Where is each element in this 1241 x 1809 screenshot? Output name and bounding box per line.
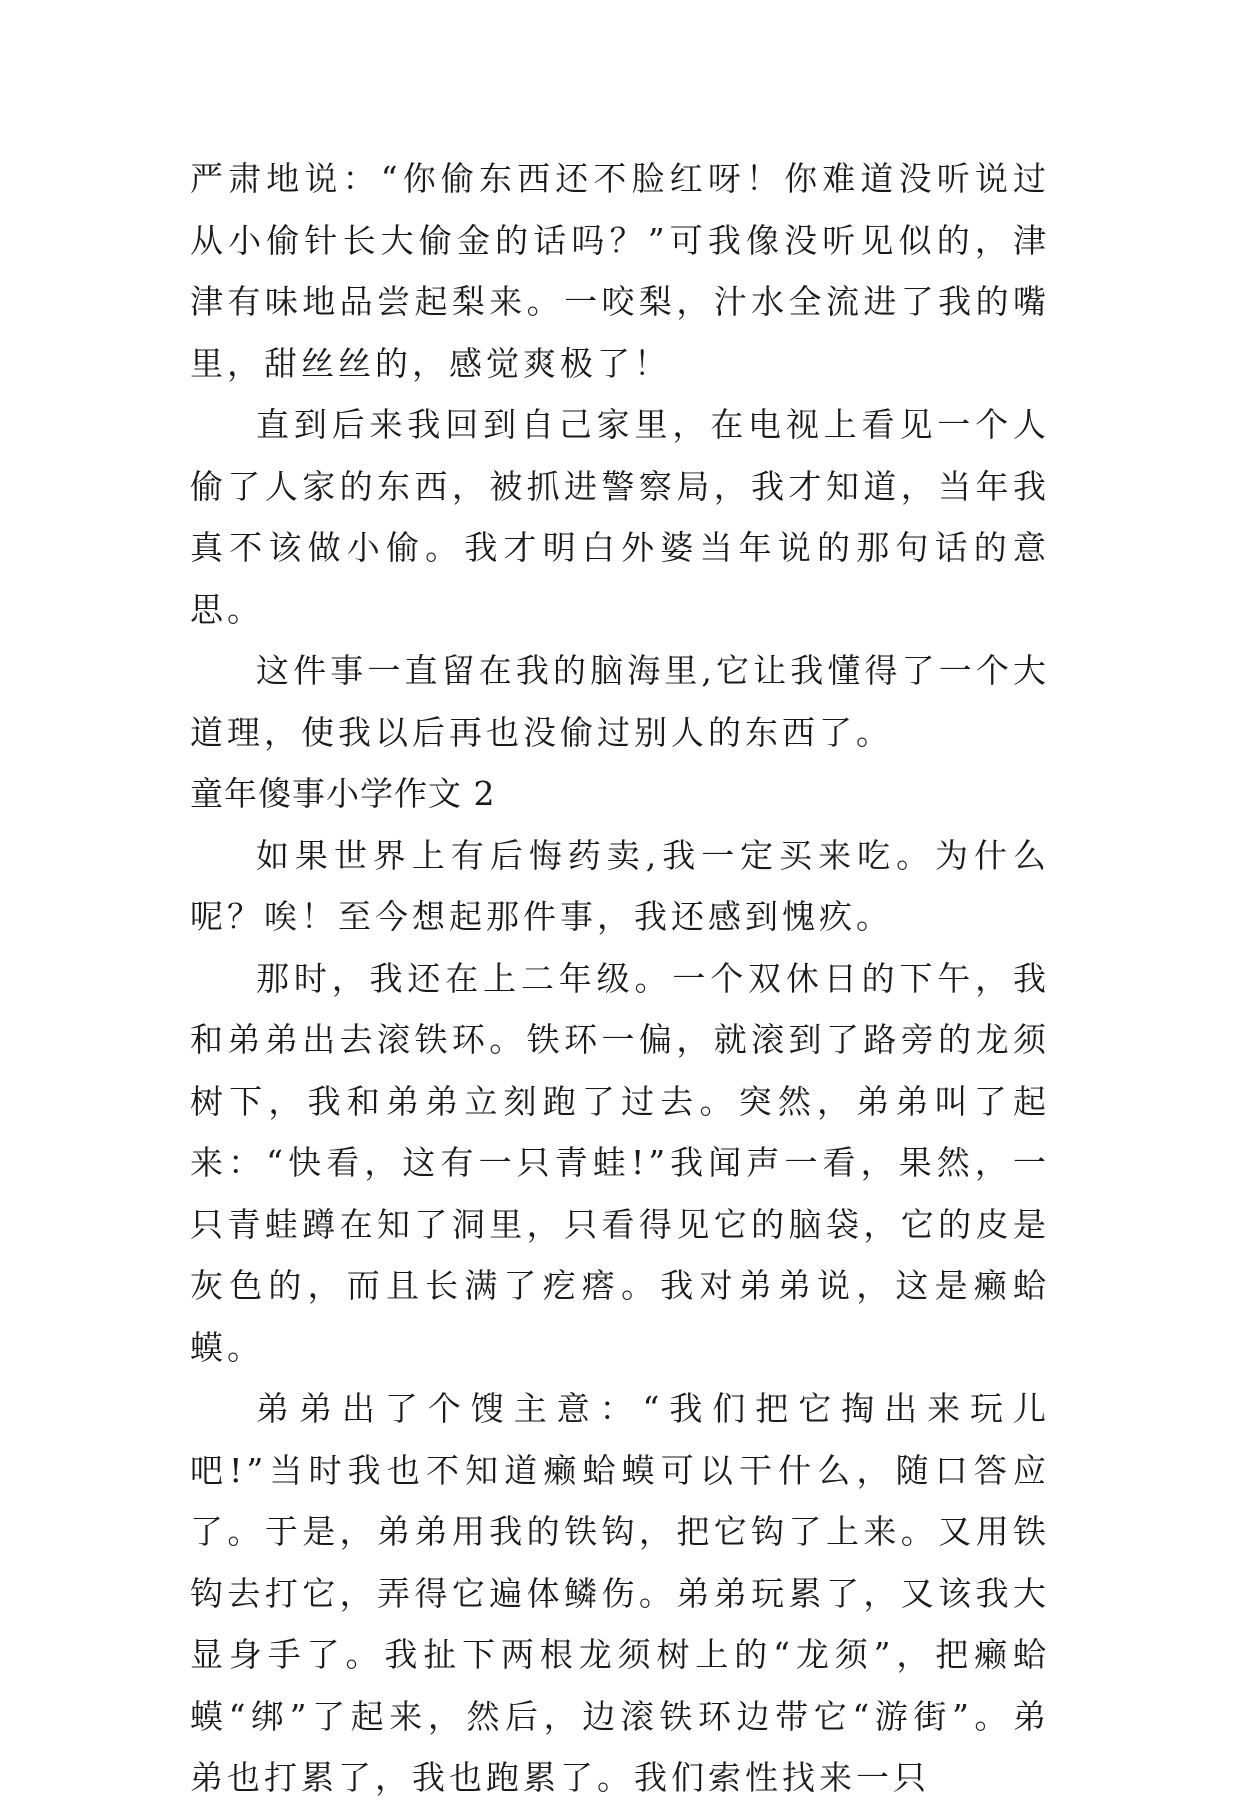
paragraph-6: 弟弟出了个馊主意：“我们把它掏出来玩儿吧!”当时我也不知道癞蛤蟆可以干什么，随口答应了。于是，弟弟用我的铁钩，把它钩了上来。又用铁钩去打它，弄得它遍体鳞伤。弟弟玩累了，又该我大显身手了。我扯下两根龙须树上的“龙须”，把癞蛤蟆“绑”了起来，然后，边滚铁环边带它“游街”。弟弟也打累了，我也跑累了。我们索性找来一只 [190, 1389, 1050, 1797]
document-body [190, 148, 1050, 1809]
paragraph-1: 严肃地说：“你偷东西还不脸红呀！你难道没听说过从小偷针长大偷金的话吗？”可我像没听见似的，津津有味地品尝起梨来。一咬梨，汁水全流进了我的嘴里，甜丝丝的，感觉爽极了！ [190, 159, 1050, 383]
paragraph-4: 如果世界上有后悔药卖,我一定买来吃。为什么呢？唉！至今想起那件事，我还感到愧疚。 [190, 835, 1050, 936]
paragraph-3: 这件事一直留在我的脑海里,它让我懂得了一个大道理，使我以后再也没偷过别人的东西了。 [190, 651, 1050, 752]
paragraph-5: 那时，我还在上二年级。一个双休日的下午，我和弟弟出去滚铁环。铁环一偏，就滚到了路旁的龙须树下，我和弟弟立刻跑了过去。突然，弟弟叫了起来：“快看，这有一只青蛙!”我闻声一看，果然，一只青蛙蹲在知了洞里，只看得见它的脑袋，它的皮是灰色的，而且长满了疙瘩。我对弟弟说，这是癞蛤蟆。 [190, 958, 1050, 1367]
essay-title: 童年傻事小学作文 2 [190, 774, 496, 813]
paragraph-2: 直到后来我回到自己家里，在电视上看见一个人偷了人家的东西，被抓进警察局，我才知道，当年我真不该做小偷。我才明白外婆当年说的那句话的意思。 [190, 405, 1050, 629]
